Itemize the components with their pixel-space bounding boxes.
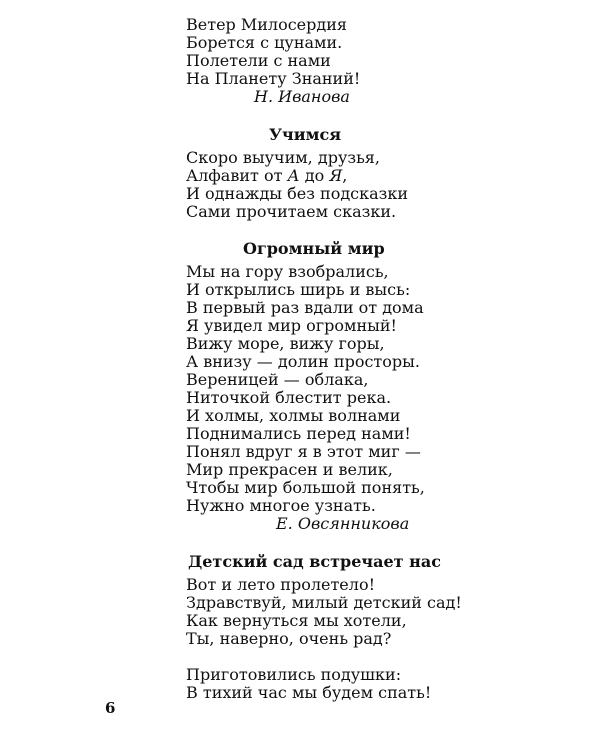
poem-line-text: до — [299, 166, 330, 185]
poem-detsky-sad — [186, 553, 516, 702]
poem-line: И открылись ширь и высь: — [186, 280, 411, 299]
poem-line: А внизу — долин просторы. — [186, 352, 420, 371]
poem-line: Понял вдруг я в этот миг — — [186, 442, 421, 461]
page-number: 6 — [105, 699, 116, 717]
poem-line: Ниточкой блестит река. — [186, 388, 392, 407]
poem-line: Чтобы мир большой понять, — [186, 478, 425, 497]
poem-line: Мир прекрасен и велик, — [186, 460, 393, 479]
poem-title: Учимся — [269, 125, 342, 144]
poem-line: И холмы, холмы волнами — [186, 406, 401, 425]
poem-line: Как вернуться мы хотели, — [186, 611, 407, 630]
poem-line: И однажды без подсказки — [186, 184, 409, 203]
poem-author: Н. Иванова — [254, 87, 350, 106]
poem-line: На Планету Знаний! — [186, 69, 361, 88]
poem-line: Скоро выучим, друзья, — [186, 148, 380, 167]
poem-title: Огромный мир — [243, 239, 385, 258]
poem-line: Я увидел мир огромный! — [186, 316, 397, 335]
poem-line: Поднимались перед нами! — [186, 424, 411, 443]
poem-line: В первый раз вдали от дома — [186, 298, 424, 317]
poem-line: Полетели с нами — [186, 51, 331, 70]
poem-line — [186, 167, 516, 185]
poem-continuation — [186, 16, 516, 106]
poem-line: Мы на гору взобрались, — [186, 262, 389, 281]
poem-line: Вот и лето пролетело! — [186, 575, 375, 594]
poem-line: Нужно многое узнать. — [186, 496, 376, 515]
poem-ogromny-mir — [186, 240, 516, 533]
poem-line-text: Алфавит от — [186, 166, 288, 185]
poem-title: Детский сад встречает нас — [188, 552, 441, 571]
page-content — [186, 16, 516, 702]
poem-line: Вижу море, вижу горы, — [186, 334, 385, 353]
poem-author: Е. Овсянникова — [276, 514, 410, 533]
poem-line-text: , — [342, 166, 348, 185]
poem-uchimsya — [186, 126, 516, 221]
letter-ya: Я — [329, 166, 343, 185]
letter-a: А — [287, 166, 300, 185]
poem-line: Ты, наверно, очень рад? — [186, 629, 392, 648]
poem-line: Приготовились подушки: — [186, 665, 402, 684]
poem-line: В тихий час мы будем спать! — [186, 683, 432, 702]
poem-line: Ветер Милосердия — [186, 15, 347, 34]
poem-line: Сами прочитаем сказки. — [186, 202, 397, 221]
poem-line: Вереницей — облака, — [186, 370, 369, 389]
poem-line: Борется с цунами. — [186, 33, 343, 52]
poem-line: Здравствуй, милый детский сад! — [186, 593, 462, 612]
